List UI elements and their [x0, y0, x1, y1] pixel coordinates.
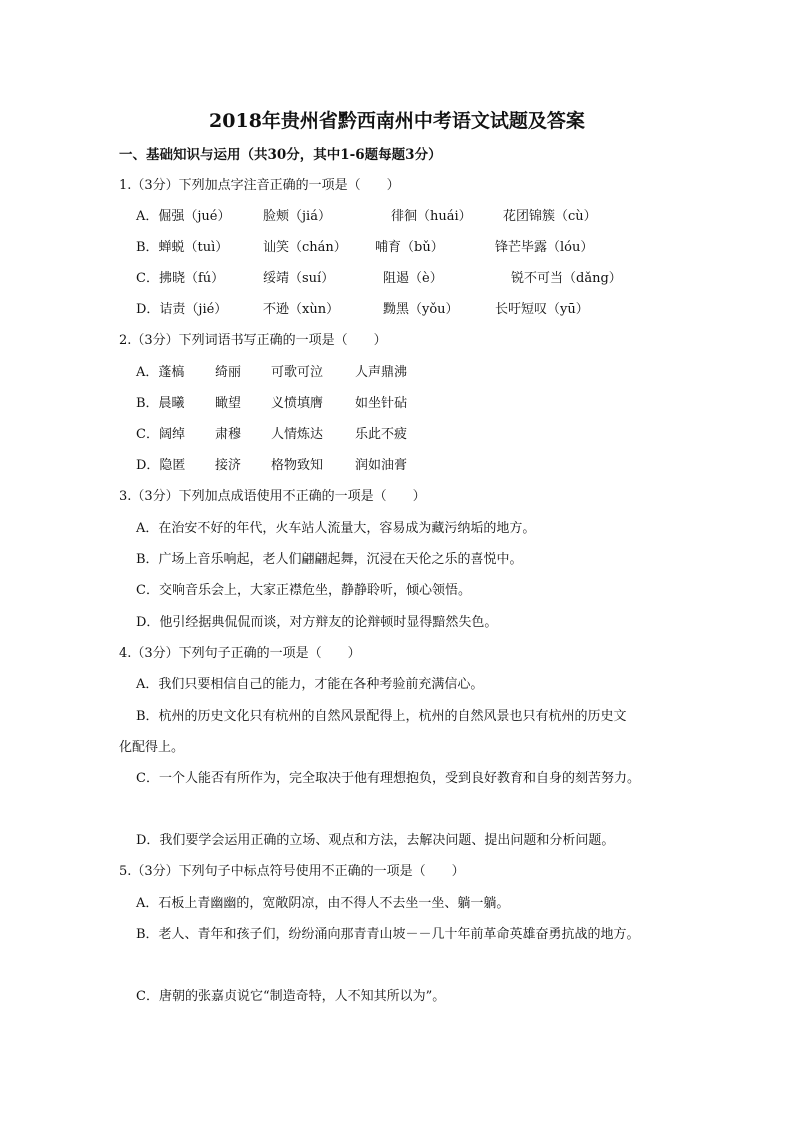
q3-option-a: A．在治安不好的年代，火车站人流量大，容易成为藏污纳垢的地方。 — [136, 521, 536, 536]
q2-option-c-word4: 乐此不疲 — [355, 427, 408, 442]
q2-option-b: B．晨曦 — [136, 396, 185, 411]
question-2-stem: 2.（3分）下列词语书写正确的一项是（ ） — [119, 333, 387, 348]
question-4-stem: 4.（3分）下列句子正确的一项是（ ） — [119, 646, 361, 661]
q1-option-b-word2: 讪笑（chán） — [263, 240, 347, 255]
q4-option-b: B．杭州的历史文化只有杭州的自然风景配得上，杭州的自然风景也只有杭州的历史文 — [136, 709, 627, 724]
q1-option-c: C．拂晓（fú） — [136, 271, 225, 286]
question-5-stem: 5.（3分）下列句子中标点符号使用不正确的一项是（ ） — [119, 864, 465, 879]
q1-option-d: D．诘责（jié） — [136, 302, 228, 317]
page-title: 2018年贵州省黔西南州中考语文试题及答案 — [209, 110, 585, 132]
question-1-stem: 1.（3分）下列加点字注音正确的一项是（ ） — [119, 178, 400, 193]
q2-option-c: C．阔绰 — [136, 427, 185, 442]
q2-option-b-word3: 义愤填膺 — [271, 396, 324, 411]
section-heading: 一、基础知识与运用（共30分，其中1-6题每题3分） — [119, 147, 442, 163]
q4-option-b-continued: 化配得上。 — [119, 740, 185, 755]
q5-option-c: C．唐朝的张嘉贞说它“制造奇特，人不知其所以为”。 — [136, 989, 446, 1004]
q5-option-b: B．老人、青年和孩子们，纷纷涌向那青青山坡－－几十年前革命英雄奋勇抗战的地方。 — [136, 927, 640, 942]
q1-option-d-word4: 长吁短叹（yū） — [495, 302, 589, 317]
q4-option-c: C．一个人能否有所作为，完全取决于他有理想抱负，受到良好教育和自身的刻苦努力。 — [136, 771, 640, 786]
q2-option-a: A．蓬槁 — [136, 365, 185, 380]
q2-option-c-word2: 肃穆 — [215, 427, 242, 442]
q1-option-b: B．蝉蜕（tuì） — [136, 240, 229, 255]
q2-option-a-word4: 人声鼎沸 — [355, 365, 408, 380]
q1-option-a-word4: 花团锦簇（cù） — [503, 209, 597, 224]
q4-option-d: D．我们要学会运用正确的立场、观点和方法，去解决问题、提出问题和分析问题。 — [136, 833, 615, 848]
q4-option-a: A．我们只要相信自己的能力，才能在各种考验前充满信心。 — [136, 677, 484, 692]
q1-option-c-word4: 锐不可当（dǎng） — [511, 271, 622, 286]
q3-option-d: D．他引经据典侃侃而谈，对方辩友的论辩顿时显得黯然失色。 — [136, 615, 498, 630]
q1-option-a: A．倔强（jué） — [136, 209, 231, 224]
q2-option-b-word4: 如坐针砧 — [355, 396, 408, 411]
q1-option-a-word2: 脸颊（jiá） — [263, 209, 331, 224]
q2-option-a-word2: 绮丽 — [215, 365, 242, 380]
q2-option-d-word2: 接济 — [215, 458, 242, 473]
q5-option-a: A．石板上青幽幽的，宽敞阴凉，由不得人不去坐一坐、躺一躺。 — [136, 896, 510, 911]
q2-option-d: D．隐匿 — [136, 458, 186, 473]
q1-option-b-word3: 哺育（bǔ） — [375, 240, 444, 255]
q1-option-a-word3: 徘徊（huái） — [391, 209, 472, 224]
q3-option-c: C．交响音乐会上，大家正襟危坐，静静聆听，倾心领悟。 — [136, 583, 471, 598]
q3-option-b: B．广场上音乐响起，老人们翩翩起舞，沉浸在天伦之乐的喜悦中。 — [136, 552, 523, 567]
q2-option-d-word3: 格物致知 — [271, 458, 324, 473]
q2-option-a-word3: 可歌可泣 — [271, 365, 324, 380]
q1-option-c-word3: 阻遏（è） — [383, 271, 443, 286]
q1-option-b-word4: 锋芒毕露（lóu） — [495, 240, 594, 255]
q1-option-c-word2: 绥靖（suí） — [263, 271, 335, 286]
q2-option-b-word2: 瞰望 — [215, 396, 242, 411]
q2-option-d-word4: 润如油膏 — [355, 458, 408, 473]
q1-option-d-word3: 黝黑（yǒu） — [383, 302, 459, 317]
q2-option-c-word3: 人情炼达 — [271, 427, 324, 442]
question-3-stem: 3.（3分）下列加点成语使用不正确的一项是（ ） — [119, 489, 426, 504]
q1-option-d-word2: 不逊（xùn） — [263, 302, 340, 317]
